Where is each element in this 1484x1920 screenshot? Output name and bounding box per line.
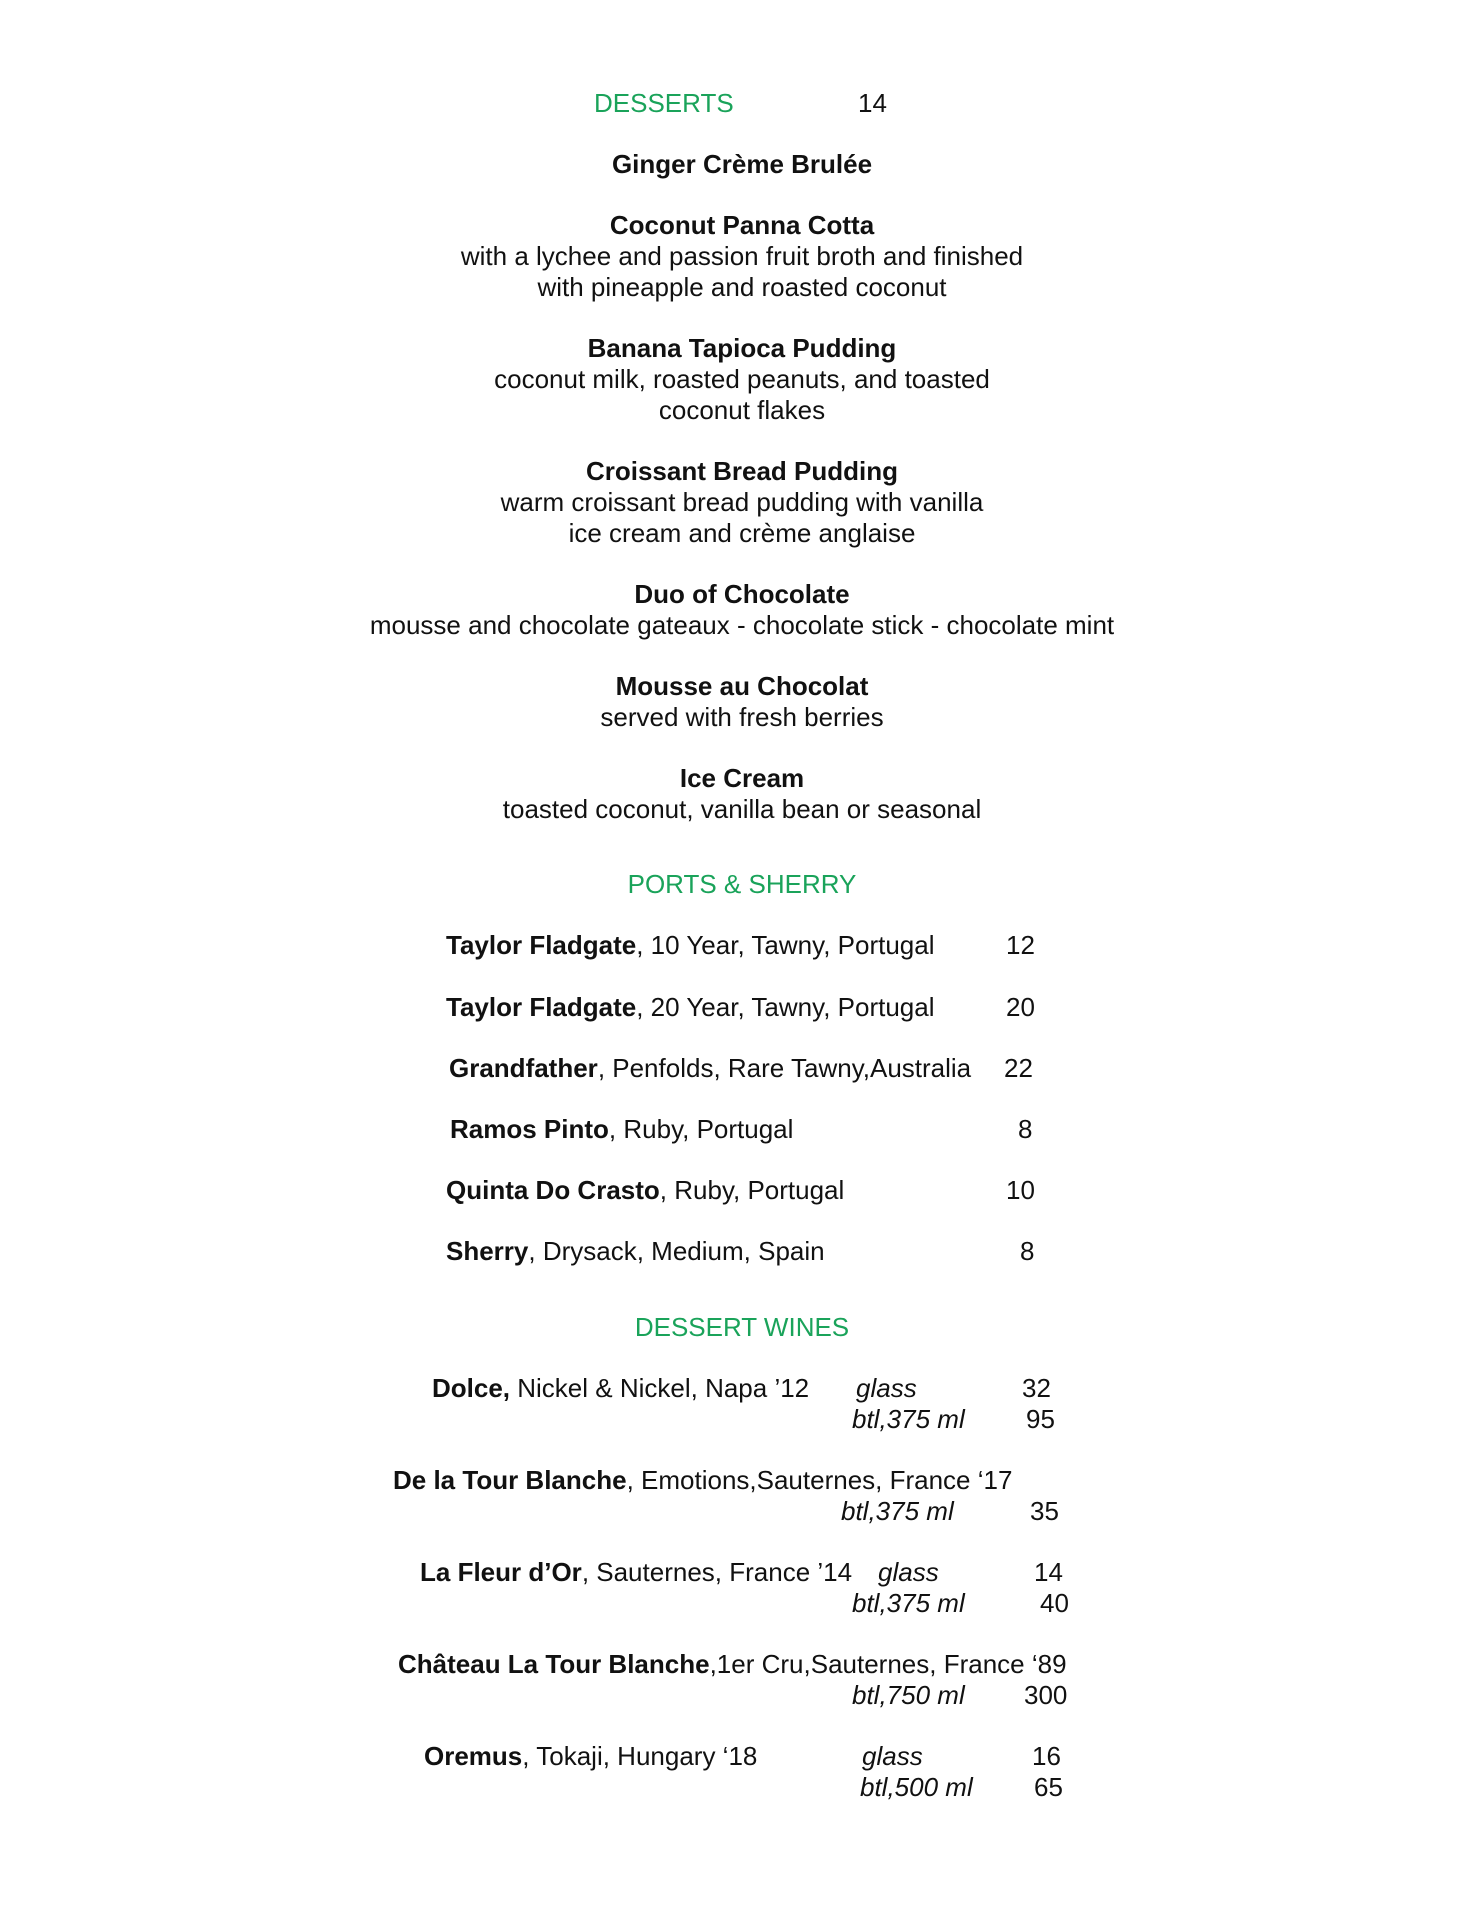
dessert-item-desc: with pineapple and roasted coconut: [537, 272, 947, 302]
port-item: [446, 930, 935, 960]
wine-name: Château La Tour Blanche: [398, 1649, 710, 1679]
wine-pour-size: btl,375 ml: [841, 1496, 954, 1526]
dessert-item-name: Croissant Bread Pudding: [585, 456, 899, 486]
port-item: [449, 1053, 971, 1083]
port-detail: , 10 Year, Tawny, Portugal: [636, 930, 935, 960]
dessert-item-name: Ice Cream: [679, 763, 805, 793]
wine-pour-size: glass: [878, 1557, 939, 1587]
port-item: [446, 992, 935, 1022]
dessert-item-desc: mousse and chocolate gateaux - chocolate stick - chocolate mint: [369, 610, 1115, 640]
wine-pour-size: glass: [862, 1741, 923, 1771]
dessert-item-desc: ice cream and crème anglaise: [568, 518, 916, 548]
dessert-item-desc: with a lychee and passion fruit broth and finished: [460, 241, 1024, 271]
wine-pour-price: 95: [1026, 1404, 1055, 1434]
wine-item: [398, 1649, 1067, 1679]
port-price: 20: [1006, 992, 1035, 1022]
port-price: 12: [1006, 930, 1035, 960]
wine-name: Oremus: [424, 1741, 523, 1771]
dessert-item-desc: coconut flakes: [658, 395, 826, 425]
port-price: 8: [1020, 1236, 1035, 1266]
port-name: Grandfather: [449, 1053, 598, 1083]
wine-item: [432, 1373, 809, 1403]
port-price: 10: [1006, 1175, 1035, 1205]
ports-heading: PORTS & SHERRY: [627, 869, 857, 899]
dessert-item-name: Banana Tapioca Pudding: [587, 333, 897, 363]
wine-item: [424, 1741, 757, 1771]
port-detail: , 20 Year, Tawny, Portugal: [636, 992, 935, 1022]
port-name: Taylor Fladgate: [446, 992, 637, 1022]
port-detail: , Drysack, Medium, Spain: [528, 1236, 825, 1266]
wine-pour-size: btl,750 ml: [852, 1680, 965, 1710]
port-price: 8: [1018, 1114, 1033, 1144]
desserts-heading: DESSERTS: [594, 88, 734, 118]
port-detail: , Ruby, Portugal: [608, 1114, 794, 1144]
wine-pour-price: 65: [1034, 1772, 1063, 1802]
desserts-price: 14: [858, 88, 887, 118]
port-name: Ramos Pinto: [450, 1114, 609, 1144]
port-detail: , Ruby, Portugal: [659, 1175, 845, 1205]
wine-detail: , Sauternes, France ’14: [581, 1557, 853, 1587]
wine-pour-price: 300: [1024, 1680, 1068, 1710]
wine-item: [393, 1465, 1012, 1495]
port-detail: , Penfolds, Rare Tawny,Australia: [597, 1053, 972, 1083]
wine-name: De la Tour Blanche: [393, 1465, 627, 1495]
port-name: Quinta Do Crasto: [446, 1175, 660, 1205]
wine-name: La Fleur d’Or: [420, 1557, 582, 1587]
wine-name: Dolce,: [432, 1373, 511, 1403]
dessert-item-desc: warm croissant bread pudding with vanilla: [500, 487, 984, 517]
dessert-item-name: Ginger Crème Brulée: [611, 149, 873, 179]
wine-detail: ,1er Cru,Sauternes, France ‘89: [709, 1649, 1067, 1679]
wine-pour-price: 35: [1030, 1496, 1059, 1526]
port-item: [446, 1236, 825, 1266]
wine-pour-price: 16: [1032, 1741, 1061, 1771]
wine-detail: Nickel & Nickel, Napa ’12: [510, 1373, 810, 1403]
wine-pour-price: 40: [1040, 1588, 1069, 1618]
dessert-item-desc: toasted coconut, vanilla bean or seasonal: [502, 794, 982, 824]
wines-heading: DESSERT WINES: [634, 1312, 850, 1342]
wine-detail: , Emotions,Sauternes, France ‘17: [626, 1465, 1013, 1495]
port-price: 22: [1004, 1053, 1033, 1083]
port-name: Taylor Fladgate: [446, 930, 637, 960]
wine-pour-size: btl,375 ml: [852, 1404, 965, 1434]
wine-pour-size: btl,375 ml: [852, 1588, 965, 1618]
port-item: [450, 1114, 793, 1144]
wine-detail: , Tokaji, Hungary ‘18: [522, 1741, 758, 1771]
dessert-item-name: Coconut Panna Cotta: [609, 210, 875, 240]
dessert-item-desc: served with fresh berries: [600, 702, 884, 732]
dessert-item-name: Mousse au Chocolat: [615, 671, 869, 701]
wine-pour-price: 14: [1034, 1557, 1063, 1587]
port-item: [446, 1175, 844, 1205]
dessert-item-desc: coconut milk, roasted peanuts, and toasted: [494, 364, 990, 394]
dessert-item-name: Duo of Chocolate: [634, 579, 850, 609]
wine-item: [420, 1557, 852, 1587]
wine-pour-size: btl,500 ml: [860, 1772, 973, 1802]
wine-pour-price: 32: [1022, 1373, 1051, 1403]
wine-pour-size: glass: [856, 1373, 917, 1403]
port-name: Sherry: [446, 1236, 529, 1266]
